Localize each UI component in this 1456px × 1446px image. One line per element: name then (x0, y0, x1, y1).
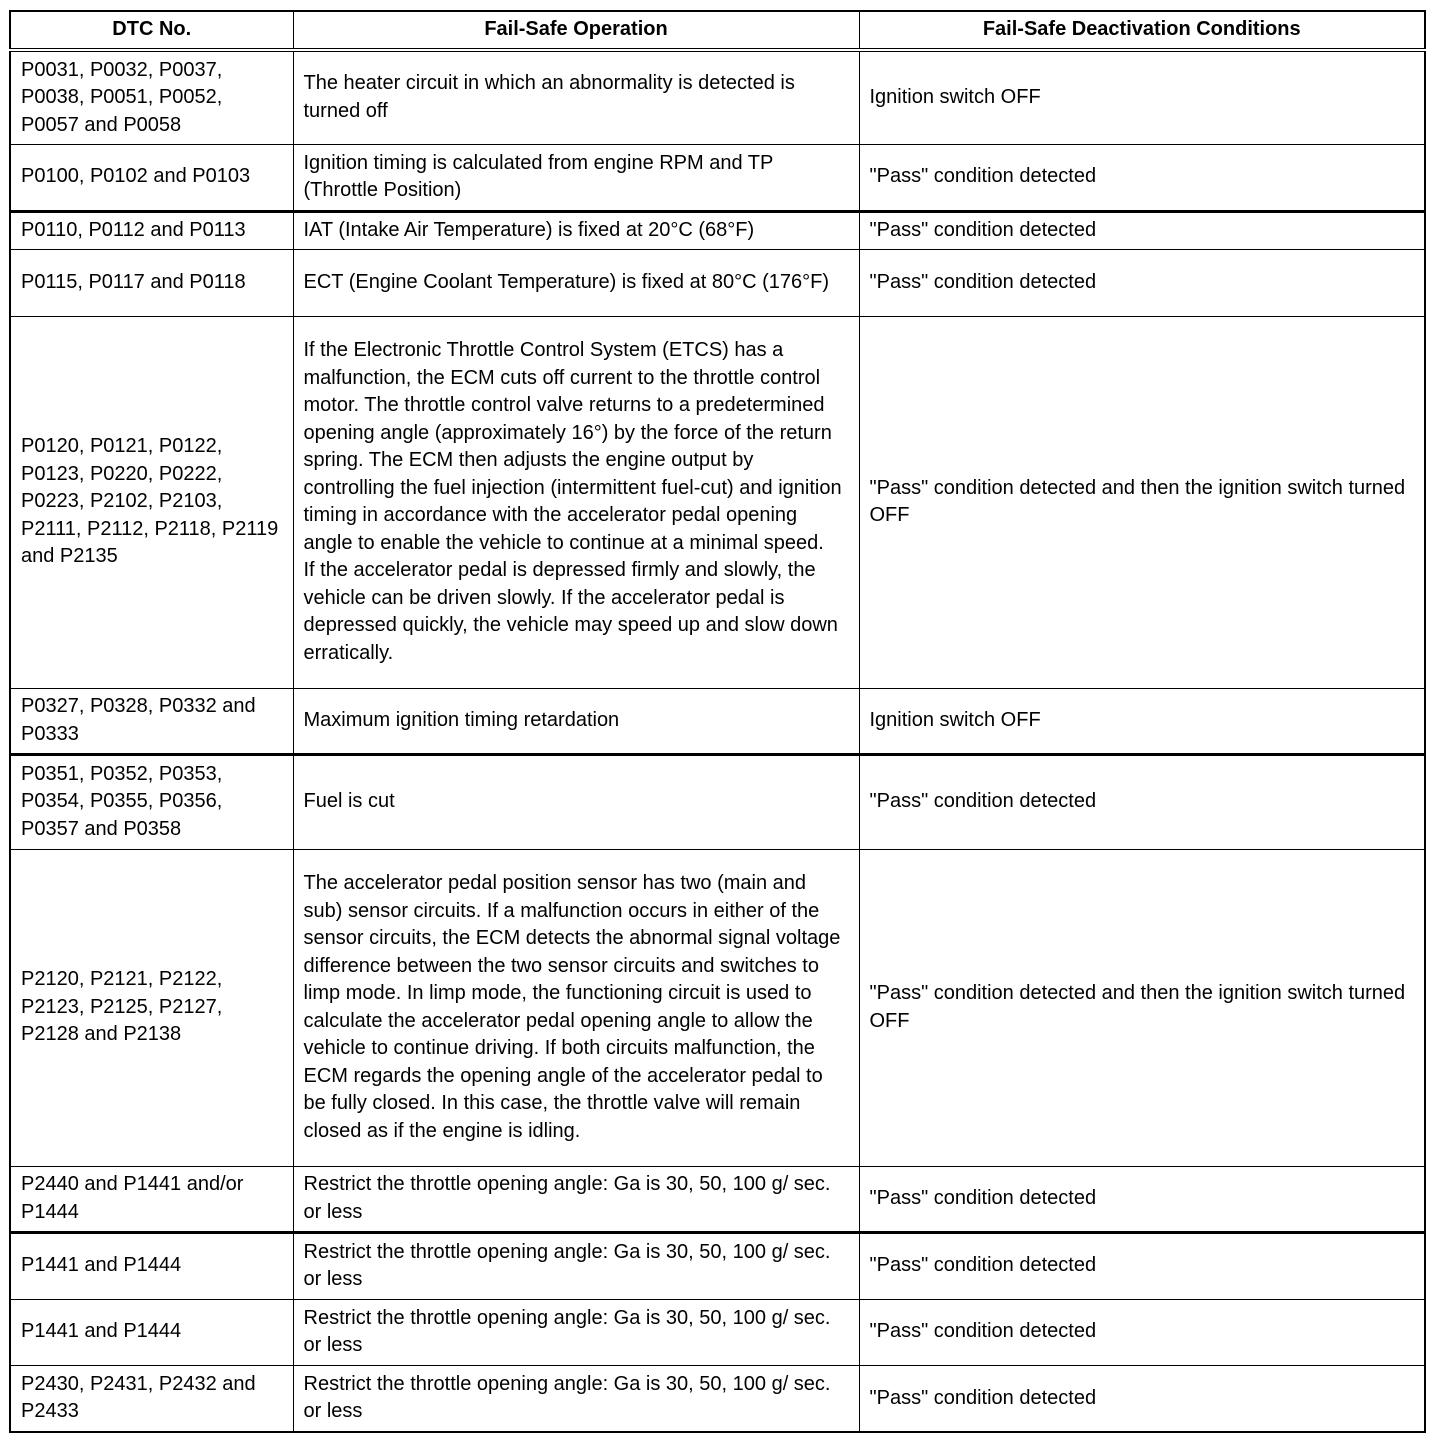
operation-cell-text: The heater circuit in which an abnormality is detected is turned off (303, 72, 795, 122)
dtc-cell-text: P2120, P2121, P2122, P2123, P2125, P2127, P2128 and P2138 (21, 968, 223, 1046)
operation-cell-text: Restrict the throttle opening angle: Ga is 30, 50, 100 g/ sec. or less (303, 1240, 831, 1290)
deactivation-cell-text: "Pass" condition detected (869, 1254, 1097, 1277)
dtc-cell (10, 1299, 293, 1365)
deactivation-cell-text: "Pass" condition detected (869, 270, 1097, 293)
dtc-cell-text: P0120, P0121, P0122, P0123, P0220, P0222, P0223, P2102, P2103, P2111, P2112, P2118, P2119 and P2135 (21, 435, 279, 568)
operation-cell (293, 144, 859, 211)
dtc-cell (10, 849, 293, 1166)
dtc-cell (10, 144, 293, 211)
operation-cell (293, 1232, 859, 1299)
operation-cell (293, 1166, 859, 1232)
deactivation-cell-text: "Pass" condition detected and then the ignition switch turned OFF (869, 982, 1406, 1032)
deactivation-cell-text: Ignition switch OFF (869, 708, 1041, 731)
dtc-cell-text: P2440 and P1441 and/or P1444 (21, 1173, 244, 1223)
operation-cell-text: Ignition timing is calculated from engine RPM and TP (Throttle Position) (303, 151, 774, 201)
dtc-cell (10, 1166, 293, 1232)
table-row (10, 249, 1425, 316)
operation-cell-text: Restrict the throttle opening angle: Ga is 30, 50, 100 g/ sec. or less (303, 1173, 831, 1223)
dtc-cell (10, 1232, 293, 1299)
table-row (10, 1232, 1425, 1299)
deactivation-cell-text: "Pass" condition detected (869, 1320, 1097, 1343)
deactivation-cell (859, 1299, 1425, 1365)
operation-cell-text: Restrict the throttle opening angle: Ga is 30, 50, 100 g/ sec. or less (303, 1306, 831, 1356)
dtc-cell (10, 316, 293, 688)
deactivation-cell-text: Ignition switch OFF (869, 86, 1041, 108)
deactivation-cell-text: "Pass" condition detected (869, 1386, 1097, 1409)
operation-cell (293, 211, 859, 249)
operation-cell (293, 316, 859, 688)
table-row (10, 688, 1425, 754)
deactivation-cell-text: "Pass" condition detected (869, 165, 1097, 188)
operation-cell (293, 688, 859, 754)
deactivation-cell (859, 849, 1425, 1166)
table-row (10, 1166, 1425, 1232)
deactivation-cell (859, 144, 1425, 211)
dtc-cell-text: P0031, P0032, P0037, P0038, P0051, P0052, P0057 and P0058 (21, 58, 223, 136)
dtc-cell-text: P2430, P2431, P2432 and P2433 (21, 1372, 256, 1423)
header-row (10, 11, 1425, 50)
operation-cell (293, 249, 859, 316)
dtc-cell (10, 249, 293, 316)
dtc-cell (10, 1365, 293, 1432)
table-row (10, 1299, 1425, 1365)
deactivation-cell-text: "Pass" condition detected (869, 790, 1097, 813)
dtc-cell-text: P1441 and P1444 (21, 1320, 182, 1343)
header-operation: Fail-Safe Operation (293, 11, 859, 50)
dtc-cell-text: P0110, P0112 and P0113 (21, 218, 246, 241)
deactivation-cell-text: "Pass" condition detected (869, 1186, 1097, 1209)
dtc-cell-text: P0327, P0328, P0332 and P0333 (21, 695, 256, 745)
deactivation-cell (859, 1232, 1425, 1299)
dtc-cell (10, 50, 293, 144)
dtc-cell-text: P0351, P0352, P0353, P0354, P0355, P0356, P0357 and P0358 (21, 762, 223, 840)
dtc-cell-text: P1441 and P1444 (21, 1254, 182, 1277)
deactivation-cell (859, 316, 1425, 688)
operation-cell-text: Restrict the throttle opening angle: Ga is 30, 50, 100 g/ sec. or less (303, 1372, 831, 1423)
operation-cell (293, 50, 859, 144)
deactivation-cell (859, 249, 1425, 316)
header-deactivation: Fail-Safe Deactivation Conditions (859, 11, 1425, 50)
table-row (10, 144, 1425, 211)
dtc-cell-text: P0115, P0117 and P0118 (21, 270, 246, 293)
table-row (10, 1365, 1425, 1432)
operation-cell-text: ECT (Engine Coolant Temperature) is fixed at 80°C (176°F) (303, 270, 829, 293)
operation-cell-text: If the Electronic Throttle Control System (ETCS) has a malfunction, the ECM cuts off current to the throttle control motor. The throttle control valve returns to a predetermined opening angle (approximately 16°) by the force of the return spring. The ECM then adjusts the engine output by controlling the fuel injection (intermittent fuel-cut) and ignition timing in accordance with the accelerator pedal opening angle to enable the vehicle to continue at a minimal speed. (303, 339, 842, 554)
operation-cell (293, 849, 859, 1166)
dtc-cell-text: P0100, P0102 and P0103 (21, 165, 251, 188)
deactivation-cell (859, 211, 1425, 249)
table-row (10, 211, 1425, 249)
dtc-cell (10, 688, 293, 754)
dtc-cell (10, 211, 293, 249)
operation-cell-text-2: If the accelerator pedal is depressed firmly and slowly, the vehicle can be driven slowly. If the accelerator pedal is depressed quickly, the vehicle may speed up and slow down erratically. (303, 559, 838, 664)
table-row (10, 849, 1425, 1166)
deactivation-cell-text: "Pass" condition detected (869, 218, 1097, 241)
operation-cell (293, 754, 859, 849)
operation-cell-text: Fuel is cut (303, 790, 395, 813)
dtc-cell (10, 754, 293, 849)
deactivation-cell-text: "Pass" condition detected and then the ignition switch turned OFF (869, 476, 1406, 526)
table-row (10, 50, 1425, 144)
deactivation-cell (859, 1365, 1425, 1432)
deactivation-cell (859, 1166, 1425, 1232)
deactivation-cell (859, 688, 1425, 754)
header-dtc: DTC No. (10, 11, 293, 50)
operation-cell (293, 1299, 859, 1365)
deactivation-cell (859, 50, 1425, 144)
operation-cell-text: IAT (Intake Air Temperature) is fixed at 20°C (68°F) (303, 218, 755, 241)
operation-cell (293, 1365, 859, 1432)
operation-cell-text: Maximum ignition timing retardation (303, 708, 620, 731)
fail-safe-table (9, 10, 1426, 1433)
table-row (10, 316, 1425, 688)
deactivation-cell (859, 754, 1425, 849)
operation-cell-text: The accelerator pedal position sensor has two (main and sub) sensor circuits. If a malfunction occurs in either of the sensor circuits, the ECM detects the abnormal signal voltage difference between the two sensor circuits and switches to limp mode. In limp mode, the functioning circuit is used to calculate the accelerator pedal opening angle to allow the vehicle to continue driving. If both circuits malfunction, the ECM regards the opening angle of the accelerator pedal to be fully closed. In this case, the throttle valve will remain closed as if the engine is idling. (303, 872, 841, 1142)
table-row (10, 754, 1425, 849)
